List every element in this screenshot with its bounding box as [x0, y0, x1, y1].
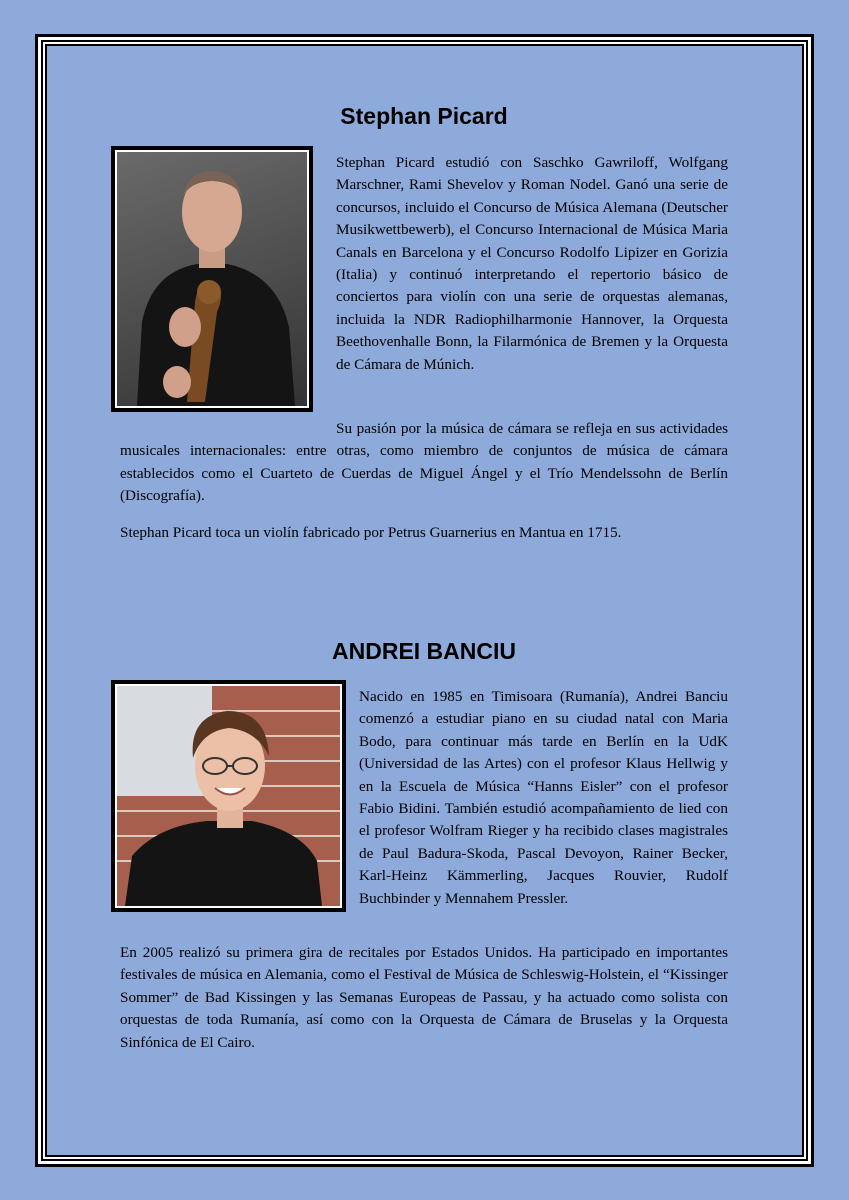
section-title-stephan-picard: Stephan Picard [340, 103, 508, 129]
section-title-andrei-banciu: ANDREI BANCIU [332, 638, 516, 664]
bio-text-stephan-3: Stephan Picard toca un violín fabricado por Petrus Guarnerius en Mantua en 1715. [120, 524, 622, 541]
bio-paragraph-2 [120, 418, 728, 508]
bio-text-andrei-1: Nacido en 1985 en Timisoara (Rumanía), Andrei Banciu comenzó a estudiar piano en su ciudad natal con Maria Bodo, para continuar más tarde en Berlín en la UdK (Universidad de las Artes) con el profesor Klaus Hellwig y en la Escuela de Música “Hanns Eisler” con el profesor Fabio Bidini. También estudió acompañamiento de lied con el profesor Wolfram Rieger y ha recibido clases magistrales de Paul Badura-Skoda, Pascal Devoyon, Rainer Becker, Karl-Heinz Kämmerling, Jacques Rouvier, Rudolf Buchbinder y Mennahem Pressler. [359, 688, 728, 907]
bio-text-stephan-1: Stephan Picard estudió con Saschko Gawriloff, Wolfgang Marschner, Rami Shevelov y Roman Nodel. Ganó una serie de concursos, incluido el Concurso de Música Alemana (Deutscher Musikwettbewerb), el Concurso Internacional de Música Maria Canals en Barcelona y el Concurso Rodolfo Lipizer en Gorizia (Italia) y continuó interpretando el repertorio básico de conciertos para violín con una serie de orquestas alemanas, incluida la NDR Radiophilharmonie Hannover, la Orquesta Beethovenhalle Bonn, la Filarmónica de Bremen y la Orquesta de Cámara de Múnich. [336, 154, 728, 373]
bio-paragraph-4-flow [120, 686, 728, 910]
photo-stephan-picard [111, 146, 313, 412]
bio-paragraph-1 [336, 152, 728, 376]
bio-paragraph-5 [120, 942, 728, 1054]
photo-spacer [120, 686, 359, 892]
bio-text-stephan-2: Su pasión por la música de cámara se refleja en sus actividades musicales internacionales: entre otras, como miembro de conjuntos de música de cámara establecidos como el Cuarteto de Cuerdas de Miguel Ángel y el Trío Mendelssohn de Berlín (Discografía). [120, 420, 728, 505]
bio-paragraph-3 [120, 522, 728, 544]
bio-text-andrei-2: En 2005 realizó su primera gira de recitales por Estados Unidos. Ha participado en importantes festivales de música en Alemania, como el Festival de Música de Schleswig-Holstein, el “Kissinger Sommer” de Bad Kissingen y las Semanas Europeas de Passau, y ha actuado como solista con orquestas de toda Rumanía, así como con la Orquesta de Cámara de Bruselas y la Orquesta Sinfónica de El Cairo. [120, 944, 728, 1051]
